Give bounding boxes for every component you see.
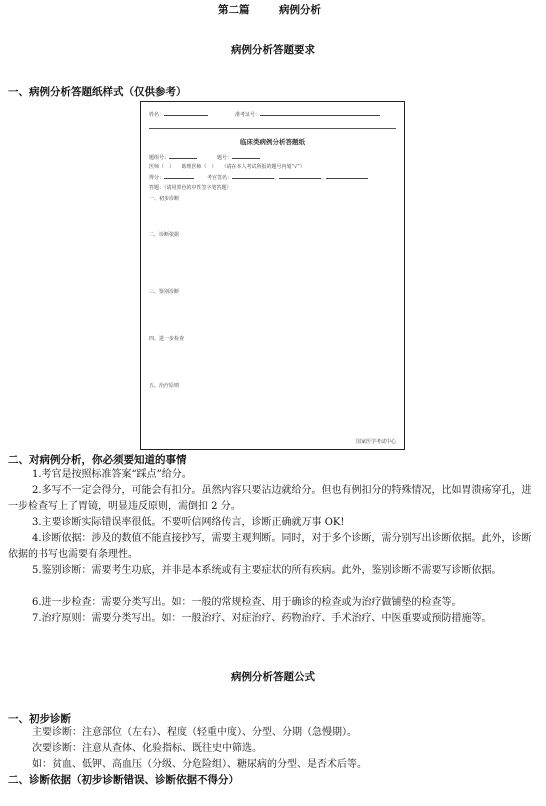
section2-heading: 二、对病例分析，你必须要知道的事情 bbox=[8, 454, 187, 466]
section3-line-3: 如：贫血、低钾、高血压（分级、分危险组）、糖尿病的分型、是否术后等。 bbox=[32, 759, 367, 770]
sheet-score-label: 得分： bbox=[149, 175, 165, 181]
section2-point-3: 3.主要诊断实际错误率很低。不要听信网络传言，诊断正确就万事 OK! bbox=[32, 517, 345, 528]
section2-point-7: 7.治疗原则：需要分类写出。如：一般治疗、对症治疗、药物治疗、手术治疗、中医重要或预防措施等。 bbox=[32, 613, 492, 624]
sheet-item-1: 一、初步诊断 bbox=[149, 196, 180, 202]
sheet-item-no-label: 题号： bbox=[217, 155, 233, 161]
chapter-title: 病例分析 bbox=[279, 4, 321, 16]
sheet-item-3: 三、鉴别诊断 bbox=[149, 289, 180, 295]
section3-line-1: 主要诊断：注意部位（左右）、程度（轻重中度）、分型、分期（急慢期）。 bbox=[32, 727, 357, 738]
section3-heading: 一、初步诊断 bbox=[8, 713, 71, 725]
sheet-title: 临床类病例分析答题纸 bbox=[240, 138, 305, 146]
sheet-ticket-label: 准考证号： bbox=[235, 112, 261, 118]
part-label: 第二篇 bbox=[218, 4, 250, 16]
title-requirements: 病例分析答题要求 bbox=[231, 44, 315, 56]
section2-point-5: 5.鉴别诊断：需要考生功底，并非是本系统或有主要症状的所有疾病。此外，鉴别诊断不需要写诊断依据。 bbox=[32, 565, 502, 576]
answer-sheet-sample bbox=[140, 101, 405, 450]
sheet-name-label: 姓名： bbox=[149, 112, 165, 118]
section2-point-1: 1.考官是按照标准答案“踩点”给分。 bbox=[32, 469, 192, 480]
sheet-ticket-field bbox=[235, 110, 380, 118]
sheet-footer: 国家医学考试中心 bbox=[355, 439, 396, 445]
title-formula: 病例分析答题公式 bbox=[231, 671, 315, 683]
section4-heading: 二、诊断依据（初步诊断错误、诊断依据不得分） bbox=[8, 774, 239, 786]
sheet-question-no-label: 题组号： bbox=[149, 155, 170, 161]
section2-point-4: 4.诊断依据：涉及的数值不能直接抄写，需要主观判断。同时，对于多个诊断，需分别写出诊断依据。此外，诊断依据的书写也需要有条理性。 bbox=[8, 533, 532, 560]
sheet-divider bbox=[149, 128, 396, 129]
sheet-name-field bbox=[149, 110, 208, 118]
sheet-examiner: 考官签名： 、 、 bbox=[207, 173, 368, 181]
sheet-answer-note: 答题：（请用黑色的中性签字笔答题） bbox=[149, 185, 232, 191]
section1-heading: 一、病例分析答题纸样式（仅供参考） bbox=[8, 86, 187, 98]
sheet-item-5: 五、治疗原则 bbox=[149, 383, 180, 389]
section2-point-2: 2.多写不一定会得分，可能会有扣分。虽然内容只要沾边就给分。但也有例扣分的特殊情况，比如胃溃疡穿孔，进一步检查写上了胃镜，明显违反原则，需倒扣 2 分。 bbox=[8, 485, 532, 512]
sheet-item-4: 四、进一步检查 bbox=[149, 336, 185, 342]
sheet-score bbox=[149, 173, 194, 181]
sheet-question-no bbox=[149, 153, 197, 161]
section3-line-2: 次要诊断：注意从查体、化验指标、既往史中筛选。 bbox=[32, 743, 262, 754]
section2-point-6: 6.进一步检查：需要分类写出。如：一般的常规检查、用于确诊的检查或为治疗做铺垫的检查等。 bbox=[32, 597, 462, 608]
sheet-examiner-label: 考官签名： bbox=[207, 175, 233, 181]
sheet-doctor-line: 医师（ ） 助理医师（ ） （请在本人考试所报的题号内划“√”） bbox=[149, 164, 305, 170]
sheet-item-2: 二、诊断依据 bbox=[149, 232, 180, 238]
sheet-item-no bbox=[217, 153, 260, 161]
